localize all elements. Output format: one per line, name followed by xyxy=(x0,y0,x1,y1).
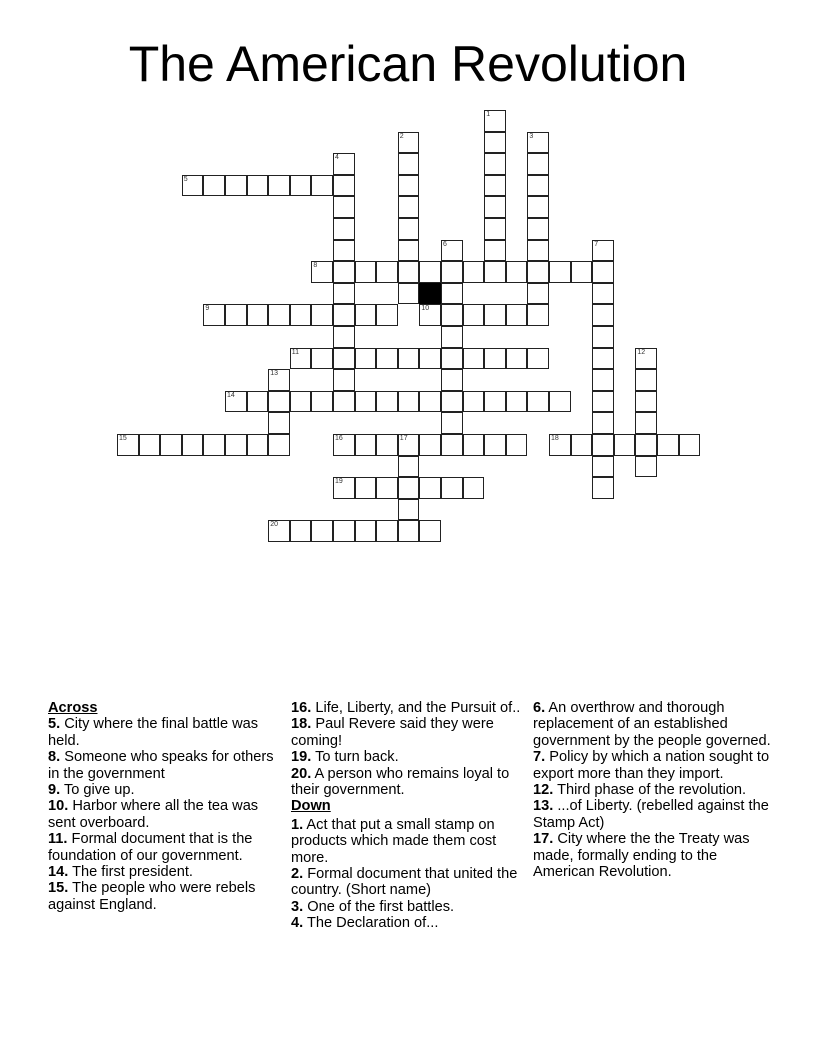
clue-number-label: 6 xyxy=(443,240,447,248)
grid-cell[interactable] xyxy=(549,261,571,283)
grid-cell[interactable] xyxy=(333,391,355,413)
clue-across-9 xyxy=(48,782,278,798)
grid-cell[interactable] xyxy=(333,283,355,305)
clue-number-label: 7 xyxy=(594,240,599,248)
grid-cell[interactable] xyxy=(268,304,290,326)
grid-cell[interactable] xyxy=(484,153,506,175)
clue-text: Formal document that united the country. (Short name) xyxy=(291,866,518,899)
grid-cell[interactable] xyxy=(679,434,701,456)
grid-cell[interactable] xyxy=(139,434,161,456)
grid-cell[interactable] xyxy=(333,196,355,218)
grid-cell[interactable] xyxy=(527,304,549,326)
grid-cell[interactable] xyxy=(376,348,398,370)
grid-cell[interactable] xyxy=(527,132,549,154)
clue-down-12 xyxy=(533,782,773,798)
grid-cell[interactable] xyxy=(225,175,247,197)
grid-cell[interactable] xyxy=(398,456,420,478)
grid-cell[interactable] xyxy=(268,412,290,434)
grid-cell[interactable] xyxy=(506,348,528,370)
clue-number: 16. xyxy=(291,700,312,716)
clue-across-11 xyxy=(48,831,278,864)
grid-cell[interactable] xyxy=(484,175,506,197)
clue-down-1 xyxy=(291,817,531,866)
grid-cell[interactable] xyxy=(484,218,506,240)
clue-across-20 xyxy=(291,766,531,799)
clue-number: 19. xyxy=(291,749,312,766)
grid-cell[interactable] xyxy=(333,369,355,391)
grid-cell[interactable] xyxy=(333,218,355,240)
grid-cell[interactable] xyxy=(592,304,614,326)
clue-down-13 xyxy=(533,798,773,831)
grid-cell[interactable] xyxy=(441,412,463,434)
grid-cell[interactable] xyxy=(376,391,398,413)
grid-cell[interactable] xyxy=(441,283,463,305)
clue-text: City where the the Treaty was made, formally ending to the American Revolution. xyxy=(533,831,750,881)
grid-cell[interactable] xyxy=(398,196,420,218)
grid-cell[interactable] xyxy=(398,261,420,283)
grid-cell[interactable] xyxy=(527,175,549,197)
grid-cell[interactable] xyxy=(527,283,549,305)
grid-cell[interactable] xyxy=(635,456,657,478)
grid-cell[interactable] xyxy=(484,348,506,370)
clue-text: The first president. xyxy=(68,864,193,881)
grid-cell[interactable] xyxy=(290,348,312,370)
grid-cell[interactable] xyxy=(225,391,247,413)
grid-cell[interactable] xyxy=(203,434,225,456)
grid-cell[interactable] xyxy=(592,412,614,434)
grid-cell[interactable] xyxy=(441,326,463,348)
grid-cell[interactable] xyxy=(311,175,333,197)
grid-cell[interactable] xyxy=(635,391,657,413)
grid-cell[interactable] xyxy=(398,218,420,240)
grid-cell[interactable] xyxy=(419,391,441,413)
grid-cell[interactable] xyxy=(463,477,485,499)
grid-cell[interactable] xyxy=(203,175,225,197)
grid-cell[interactable] xyxy=(527,391,549,413)
grid-cell[interactable] xyxy=(441,261,463,283)
clue-number-label: 12 xyxy=(637,348,646,356)
clue-text: One of the first battles. xyxy=(303,898,455,915)
clue-number-label: 8 xyxy=(313,262,318,270)
clue-number-label: 11 xyxy=(291,348,300,356)
grid-cell[interactable] xyxy=(592,369,614,391)
clue-text: Someone who speaks for others in the government xyxy=(48,749,274,782)
clue-down-2 xyxy=(291,866,531,899)
clue-across-10 xyxy=(48,798,278,831)
clue-text: Harbor where all the tea was sent overboard. xyxy=(48,798,259,831)
clue-text: Act that put a small stamp on products which made them cost more. xyxy=(291,816,497,866)
grid-cell[interactable] xyxy=(398,348,420,370)
grid-cell[interactable] xyxy=(311,520,333,542)
grid-cell[interactable] xyxy=(290,520,312,542)
grid-cell[interactable] xyxy=(527,261,549,283)
grid-cell[interactable] xyxy=(484,132,506,154)
grid-cell[interactable] xyxy=(635,434,657,456)
grid-cell[interactable] xyxy=(571,434,593,456)
grid-cell[interactable] xyxy=(355,520,377,542)
grid-cell[interactable] xyxy=(398,175,420,197)
grid-cell[interactable] xyxy=(614,434,636,456)
grid-cell[interactable] xyxy=(290,175,312,197)
clue-down-3 xyxy=(291,899,531,915)
grid-cell[interactable] xyxy=(657,434,679,456)
clue-number: 13. xyxy=(533,798,554,815)
clue-number-label: 3 xyxy=(529,132,534,140)
grid-cell[interactable] xyxy=(527,196,549,218)
grid-cell[interactable] xyxy=(419,348,441,370)
grid-cell[interactable] xyxy=(398,499,420,521)
clue-across-5 xyxy=(48,716,278,749)
grid-cell[interactable] xyxy=(484,391,506,413)
grid-cell[interactable] xyxy=(527,153,549,175)
grid-cell[interactable] xyxy=(506,304,528,326)
clue-number-label: 2 xyxy=(399,132,404,140)
grid-cell[interactable] xyxy=(290,304,312,326)
clue-text: Third phase of the revolution. xyxy=(553,782,747,799)
clue-number-label: 19 xyxy=(335,478,343,486)
clue-down-4 xyxy=(291,915,531,931)
grid-cell[interactable] xyxy=(247,175,269,197)
grid-cell[interactable] xyxy=(268,175,290,197)
grid-cell[interactable] xyxy=(506,261,528,283)
grid-cell[interactable] xyxy=(635,412,657,434)
clue-number-label: 4 xyxy=(335,154,339,162)
grid-cell[interactable] xyxy=(635,348,657,370)
grid-cell[interactable] xyxy=(333,477,355,499)
grid-cell[interactable] xyxy=(419,477,441,499)
across-heading: Across xyxy=(48,700,98,716)
grid-cell[interactable] xyxy=(333,153,355,175)
grid-cell[interactable] xyxy=(441,477,463,499)
grid-cell[interactable] xyxy=(355,434,377,456)
clues-column-3 xyxy=(533,700,773,880)
clue-across-19 xyxy=(291,749,531,765)
grid-cell[interactable] xyxy=(463,261,485,283)
clue-text: ...of Liberty. (rebelled against the Stamp Act) xyxy=(533,798,769,831)
grid-cell[interactable] xyxy=(441,240,463,262)
grid-cell[interactable] xyxy=(398,391,420,413)
clues-column-2 xyxy=(291,700,531,932)
grid-cell[interactable] xyxy=(527,218,549,240)
grid-cell[interactable] xyxy=(463,304,485,326)
grid-cell[interactable] xyxy=(376,261,398,283)
grid-cell[interactable] xyxy=(290,391,312,413)
grid-cell[interactable] xyxy=(441,304,463,326)
grid-cell[interactable] xyxy=(311,304,333,326)
grid-cell[interactable] xyxy=(247,304,269,326)
shaded-cell xyxy=(419,283,441,305)
grid-cell[interactable] xyxy=(441,391,463,413)
grid-cell[interactable] xyxy=(398,477,420,499)
grid-cell[interactable] xyxy=(333,348,355,370)
grid-cell[interactable] xyxy=(592,434,614,456)
clue-number: 6. xyxy=(533,700,546,716)
clue-number: 8. xyxy=(48,749,61,766)
clue-text: Life, Liberty, and the Pursuit of.. xyxy=(311,700,521,716)
grid-cell[interactable] xyxy=(506,434,528,456)
clue-number-label: 18 xyxy=(551,435,559,442)
clue-text: To turn back. xyxy=(311,749,399,766)
grid-cell[interactable] xyxy=(376,520,398,542)
clue-number: 1. xyxy=(291,816,304,833)
clue-across-14 xyxy=(48,864,278,880)
grid-cell[interactable] xyxy=(441,369,463,391)
down-heading: Down xyxy=(291,798,331,815)
clue-number-label: 10 xyxy=(421,305,430,313)
clue-number: 4. xyxy=(291,915,304,932)
grid-cell[interactable] xyxy=(592,477,614,499)
grid-cell[interactable] xyxy=(311,261,333,283)
grid-cell[interactable] xyxy=(398,434,420,456)
grid-cell[interactable] xyxy=(484,304,506,326)
grid-cell[interactable] xyxy=(355,477,377,499)
grid-cell[interactable] xyxy=(247,391,269,413)
grid-cell[interactable] xyxy=(419,304,441,326)
clue-text: The Declaration of... xyxy=(303,915,439,932)
clue-number-label: 1 xyxy=(486,111,491,118)
clue-number: 18. xyxy=(291,716,312,733)
grid-cell[interactable] xyxy=(592,240,614,262)
grid-cell[interactable] xyxy=(398,520,420,542)
grid-cell[interactable] xyxy=(484,434,506,456)
grid-cell[interactable] xyxy=(203,304,225,326)
clue-across-18 xyxy=(291,716,531,749)
puzzle-title: The American Revolution xyxy=(128,36,688,92)
clue-number: 2. xyxy=(291,866,304,883)
clue-number: 17. xyxy=(533,831,554,848)
grid-cell[interactable] xyxy=(635,369,657,391)
clue-number: 12. xyxy=(533,782,554,799)
grid-cell[interactable] xyxy=(225,304,247,326)
clue-number-label: 5 xyxy=(183,175,188,183)
grid-cell[interactable] xyxy=(333,304,355,326)
clue-across-16 xyxy=(291,700,531,716)
grid-cell[interactable] xyxy=(333,261,355,283)
grid-cell[interactable] xyxy=(376,477,398,499)
grid-cell[interactable] xyxy=(398,132,420,154)
clue-number: 7. xyxy=(533,749,546,766)
clue-across-8 xyxy=(48,749,278,782)
grid-cell[interactable] xyxy=(592,261,614,283)
grid-cell[interactable] xyxy=(527,348,549,370)
clues-column-1 xyxy=(48,700,278,913)
clue-down-6 xyxy=(533,700,773,749)
grid-cell[interactable] xyxy=(419,261,441,283)
clue-text: Policy by which a nation sought to export more than they import. xyxy=(533,749,770,782)
grid-cell[interactable] xyxy=(484,261,506,283)
grid-cell[interactable] xyxy=(333,434,355,456)
grid-cell[interactable] xyxy=(398,240,420,262)
grid-cell[interactable] xyxy=(268,434,290,456)
clue-text: City where the final battle was held. xyxy=(48,716,259,749)
grid-cell[interactable] xyxy=(355,261,377,283)
clue-number: 11. xyxy=(48,831,68,848)
grid-cell[interactable] xyxy=(117,434,139,456)
grid-cell[interactable] xyxy=(419,520,441,542)
clue-number-label: 15 xyxy=(119,435,127,442)
grid-cell[interactable] xyxy=(592,326,614,348)
grid-cell[interactable] xyxy=(592,348,614,370)
grid-cell[interactable] xyxy=(463,348,485,370)
grid-cell[interactable] xyxy=(376,434,398,456)
clue-text: An overthrow and thorough replacement of an established government by the people governed. xyxy=(533,700,771,749)
grid-cell[interactable] xyxy=(311,348,333,370)
grid-cell[interactable] xyxy=(268,369,290,391)
clue-number-label: 17 xyxy=(399,435,408,442)
clue-number: 14. xyxy=(48,864,69,881)
grid-cell[interactable] xyxy=(527,240,549,262)
grid-cell[interactable] xyxy=(333,240,355,262)
clue-number-label: 9 xyxy=(205,305,210,313)
grid-cell[interactable] xyxy=(398,153,420,175)
grid-cell[interactable] xyxy=(549,434,571,456)
grid-cell[interactable] xyxy=(592,391,614,413)
grid-cell[interactable] xyxy=(592,283,614,305)
clue-number: 10. xyxy=(48,798,69,815)
grid-cell[interactable] xyxy=(355,304,377,326)
grid-cell[interactable] xyxy=(333,520,355,542)
grid-cell[interactable] xyxy=(376,304,398,326)
grid-cell[interactable] xyxy=(160,434,182,456)
grid-cell[interactable] xyxy=(441,434,463,456)
grid-cell[interactable] xyxy=(355,348,377,370)
grid-cell[interactable] xyxy=(463,391,485,413)
clue-text: Formal document that is the foundation of our government. xyxy=(48,831,253,864)
clue-number: 9. xyxy=(48,782,61,799)
clue-down-17 xyxy=(533,831,773,880)
clue-down-7 xyxy=(533,749,773,782)
grid-cell[interactable] xyxy=(182,175,204,197)
clue-number-label: 16 xyxy=(335,435,343,442)
grid-cell[interactable] xyxy=(571,261,593,283)
clue-text: To give up. xyxy=(60,782,135,799)
clue-number: 3. xyxy=(291,898,304,915)
clue-number: 15. xyxy=(48,880,69,897)
grid-cell[interactable] xyxy=(398,283,420,305)
grid-cell[interactable] xyxy=(549,391,571,413)
grid-cell[interactable] xyxy=(484,240,506,262)
clue-across-15 xyxy=(48,880,278,913)
grid-cell[interactable] xyxy=(484,110,506,132)
clue-number: 5. xyxy=(48,716,61,733)
grid-cell[interactable] xyxy=(247,434,269,456)
clue-number-label: 14 xyxy=(227,391,235,399)
grid-cell[interactable] xyxy=(484,196,506,218)
clue-text: The people who were rebels against England. xyxy=(48,880,256,913)
clue-number-label: 13 xyxy=(270,370,278,378)
grid-cell[interactable] xyxy=(506,391,528,413)
grid-cell[interactable] xyxy=(182,434,204,456)
grid-cell[interactable] xyxy=(333,326,355,348)
clue-number: 20. xyxy=(291,765,312,782)
grid-cell[interactable] xyxy=(225,434,247,456)
grid-cell[interactable] xyxy=(592,456,614,478)
grid-cell[interactable] xyxy=(268,391,290,413)
grid-cell[interactable] xyxy=(311,391,333,413)
grid-cell[interactable] xyxy=(463,434,485,456)
grid-cell[interactable] xyxy=(419,434,441,456)
clue-text: Paul Revere said they were coming! xyxy=(291,716,494,749)
grid-cell[interactable] xyxy=(333,175,355,197)
grid-cell[interactable] xyxy=(441,348,463,370)
clue-text: A person who remains loyal to their government. xyxy=(291,765,510,799)
clue-number-label: 20 xyxy=(270,521,278,529)
grid-cell[interactable] xyxy=(355,391,377,413)
grid-cell[interactable] xyxy=(268,520,290,542)
